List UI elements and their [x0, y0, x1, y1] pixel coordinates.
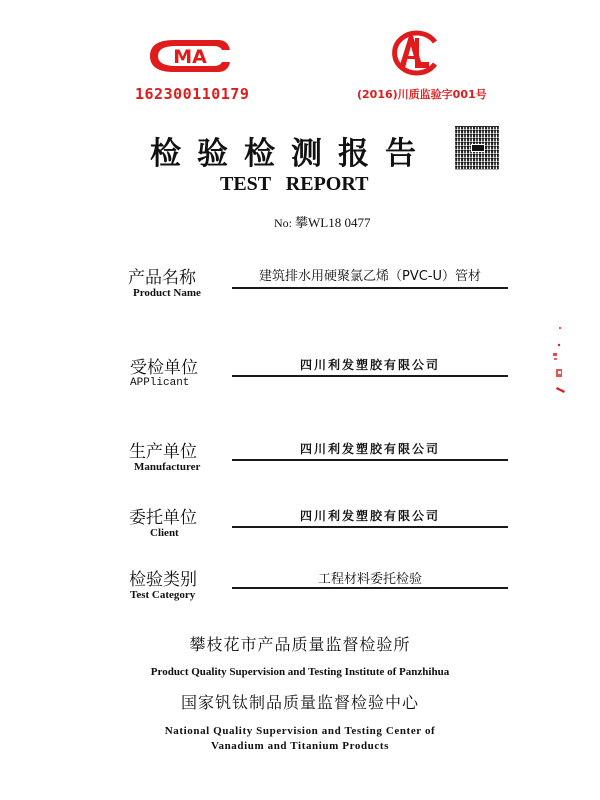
field-label-en: Product Name [133, 287, 201, 299]
report-number [274, 212, 370, 231]
seal-fragment-icon [545, 325, 565, 395]
field-product-name [0, 263, 600, 323]
field-test-category [0, 565, 600, 625]
field-label-cn: 产品名称 [128, 268, 196, 288]
field-underline [232, 587, 508, 589]
field-label-cn: 委托单位 [129, 508, 197, 528]
field-label-en: Manufacturer [134, 461, 201, 473]
center-name-en [0, 724, 600, 754]
cma-mark-icon [148, 36, 234, 76]
svg-text:MA: MA [173, 46, 207, 68]
field-manufacturer [0, 437, 600, 497]
field-value: 四川利发塑胶有限公司 [299, 509, 440, 523]
field-label-en: Test Category [130, 589, 196, 601]
field-value: 工程材料委托检验 [317, 572, 422, 587]
center-name-en-line2: Vanadium and Titanium Products [210, 740, 390, 752]
center-name-cn: 国家钒钛制品质量监督检验中心 [180, 693, 419, 712]
report-number-label: No: [274, 216, 292, 230]
report-title-cn: 检验检测报告 [150, 136, 432, 172]
field-label-cn: 生产单位 [129, 442, 197, 462]
institute-name-en: Product Quality Supervision and Testing Institute of Panzhihua [150, 666, 450, 678]
field-underline [232, 526, 508, 528]
field-value: 四川利发塑胶有限公司 [299, 358, 440, 372]
field-label-en: Client [150, 527, 179, 539]
cal-mark-icon [385, 28, 445, 78]
cma-number: 162300110179 [135, 85, 250, 103]
field-underline [232, 287, 508, 289]
report-title-en: TEST REPORT [220, 173, 369, 195]
field-value: 四川利发塑胶有限公司 [299, 442, 440, 456]
field-label-en: APPlicant [130, 377, 190, 389]
report-number-value: 攀WL18 0477 [295, 215, 371, 230]
cal-number: (2016)川质监验字001号 [357, 88, 487, 101]
field-client [0, 503, 600, 563]
field-value: 建筑排水用硬聚氯乙烯（PVC-U）管材 [258, 269, 482, 284]
field-underline [232, 375, 508, 377]
field-applicant [0, 353, 600, 413]
field-label-cn: 检验类别 [129, 570, 197, 590]
field-underline [232, 459, 508, 461]
institute-name-cn: 攀枝花市产品质量监督检验所 [189, 635, 411, 654]
field-label-cn: 受检单位 [130, 358, 198, 378]
center-name-en-line1: National Quality Supervision and Testing Center of [164, 725, 436, 737]
qr-code-icon [455, 126, 499, 170]
